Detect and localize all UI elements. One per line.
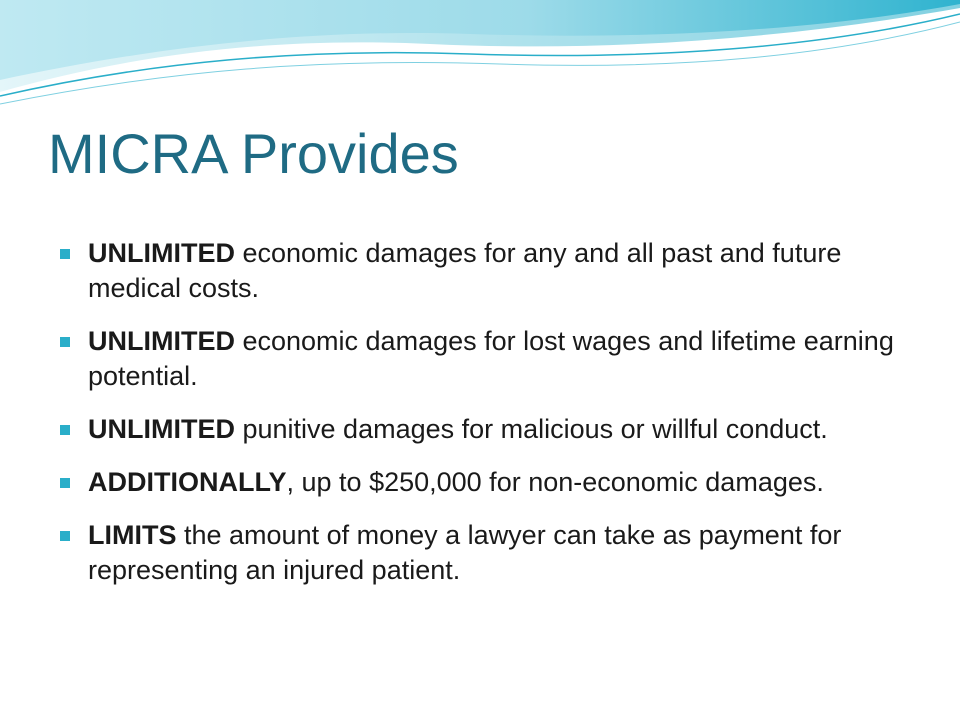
bullet-item [60,412,920,447]
slide-title: MICRA Provides [48,122,459,185]
bullet-text: economic damages for lost wages and lifetime earning potential. [88,326,894,391]
bullet-keyword: LIMITS [88,520,177,550]
bullet-list [60,236,920,606]
bullet-item [60,465,920,500]
bullet-item [60,324,920,394]
bullet-keyword: UNLIMITED [88,326,235,356]
bullet-text: the amount of money a lawyer can take as payment for representing an injured patient. [88,520,842,585]
bullet-item [60,236,920,306]
bullet-text: economic damages for any and all past and future medical costs. [88,238,842,303]
bullet-item [60,518,920,588]
bullet-text: , up to $250,000 for non-economic damages. [286,467,824,497]
square-bullet-icon [60,478,70,488]
bullet-keyword: ADDITIONALLY [88,467,287,497]
bullet-keyword: UNLIMITED [88,238,235,268]
square-bullet-icon [60,425,70,435]
square-bullet-icon [60,337,70,347]
square-bullet-icon [60,531,70,541]
square-bullet-icon [60,249,70,259]
bullet-text: punitive damages for malicious or willful conduct. [234,414,828,444]
bullet-keyword: UNLIMITED [88,414,235,444]
header-wave-decoration [0,0,960,110]
